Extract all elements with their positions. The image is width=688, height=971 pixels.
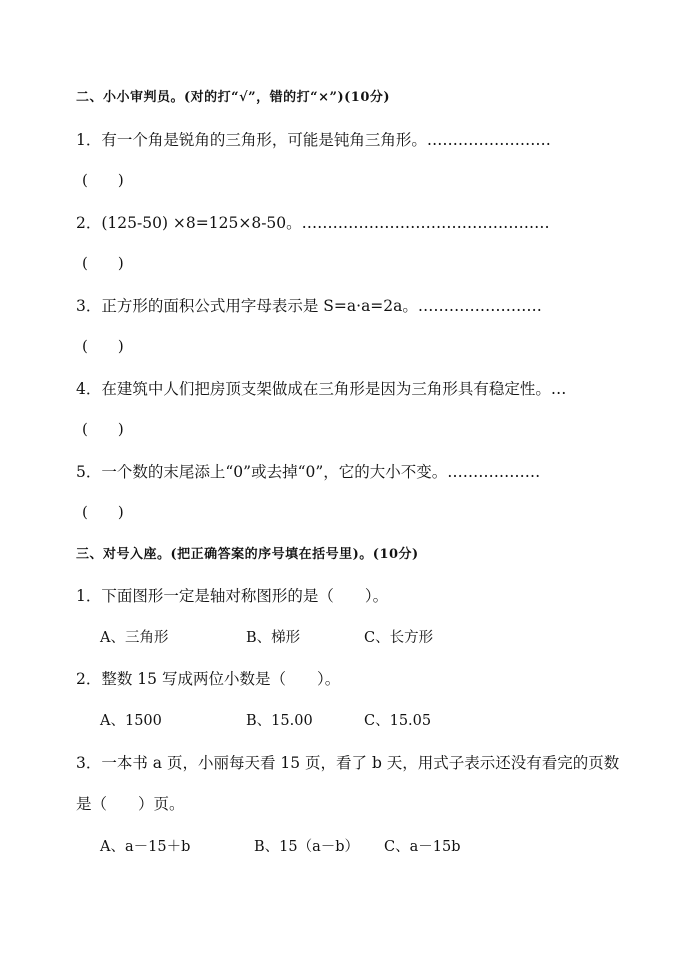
s3-options-2 <box>100 711 431 731</box>
s2-answer-blank-5[interactable]: ( ) <box>82 503 124 521</box>
s3-q2-option-a[interactable]: A、1500 <box>100 713 162 729</box>
s3-question-3-continued: 是（ ）页。 <box>76 795 185 813</box>
s3-q2-option-b[interactable]: B、15.00 <box>246 713 313 729</box>
s2-answer-blank-3[interactable]: ( ) <box>82 337 124 355</box>
s2-question-5: 5．一个数的末尾添上“0”或去掉“0”，它的大小不变。……………… <box>76 463 541 481</box>
s2-question-3: 3．正方形的面积公式用字母表示是 S=a·a=2a。…………………… <box>76 297 542 315</box>
s3-q3-option-b[interactable]: B、15（a－b） <box>254 839 360 855</box>
s3-q2-option-c[interactable]: C、15.05 <box>364 713 432 729</box>
s3-options-3 <box>100 837 460 857</box>
s3-options-1 <box>100 628 433 648</box>
s2-answer-blank-1[interactable]: ( ) <box>82 171 124 189</box>
s2-question-1: 1．有一个角是锐角的三角形，可能是钝角三角形。…………………… <box>76 131 551 149</box>
s3-question-1: 1．下面图形一定是轴对称图形的是（ ）。 <box>76 587 389 605</box>
s2-question-4: 4．在建筑中人们把房顶支架做成在三角形是因为三角形具有稳定性。… <box>76 380 567 398</box>
s3-q3-option-c[interactable]: C、a－15b <box>384 839 461 855</box>
s3-q3-option-a[interactable]: A、a－15＋b <box>100 839 191 855</box>
s3-q1-option-a[interactable]: A、三角形 <box>100 630 169 646</box>
s3-q1-option-c[interactable]: C、长方形 <box>364 630 434 646</box>
s2-question-2: 2．(125-50) ×8=125×8-50。………………………………………… <box>76 214 550 232</box>
section-3-heading: 三、对号入座。(把正确答案的序号填在括号里)。(10分) <box>76 547 419 562</box>
s2-answer-blank-4[interactable]: ( ) <box>82 420 124 438</box>
s3-q1-option-b[interactable]: B、梯形 <box>246 630 301 646</box>
s2-answer-blank-2[interactable]: ( ) <box>82 254 124 272</box>
s3-question-3: 3．一本书 a 页，小丽每天看 15 页，看了 b 天，用式子表示还没有看完的页数 <box>76 754 620 772</box>
s3-question-2: 2．整数 15 写成两位小数是（ ）。 <box>76 670 341 688</box>
section-2-heading: 二、小小审判员。(对的打“√”，错的打“×”)(10分) <box>76 90 391 105</box>
